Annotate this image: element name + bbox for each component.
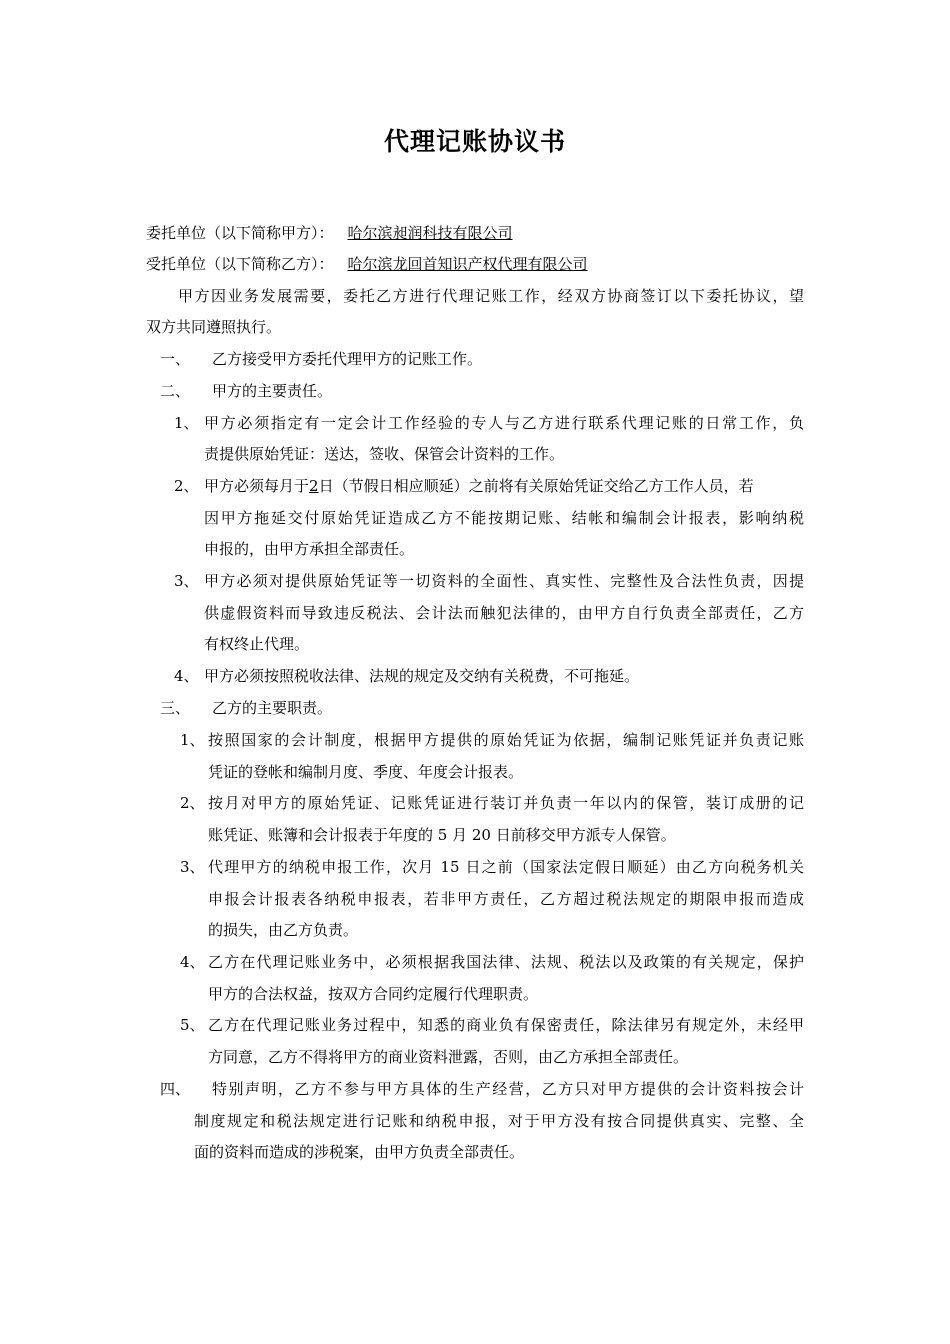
s2-item-2-number: 2、 xyxy=(174,477,199,495)
section-2-number: 二、 xyxy=(160,382,191,400)
intro-line-1: 甲方因业务发展需要，委托乙方进行代理记账工作，经双方协商签订以下委托协议，望 xyxy=(178,287,804,305)
s3-item-3-line-2: 申报会计报表各纳税申报表，若非甲方责任，乙方超过税法规定的期限申报而造成 xyxy=(208,890,804,908)
s2-item-3-number: 3、 xyxy=(174,572,199,590)
s3-item-2-line-1: 按月对甲方的原始凭证、记账凭证进行装订并负责一年以内的保管，装订成册的记 xyxy=(208,794,804,812)
s2-item-3-line-3: 有权终止代理。 xyxy=(204,635,310,653)
section-3-number: 三、 xyxy=(160,699,191,717)
s3-item-2-line-2: 账凭证、账簿和会计报表于年度的 5 月 20 日前移交甲方派专人保管。 xyxy=(208,826,676,844)
s3-item-4-line-1: 乙方在代理记账业务中，必须根据我国法律、法规、税法以及政策的有关规定，保护 xyxy=(208,953,804,971)
section-3-heading: 乙方的主要职责。 xyxy=(212,699,333,717)
s3-item-4-number: 4、 xyxy=(180,953,205,971)
s3-item-5-line-1: 乙方在代理记账业务过程中，知悉的商业负有保密责任，除法律另有规定外，未经甲 xyxy=(208,1016,804,1034)
s3-item-2-number: 2、 xyxy=(180,794,205,812)
party-a-name: 哈尔滨昶润科技有限公司 xyxy=(347,224,513,242)
section-2-heading: 甲方的主要责任。 xyxy=(212,382,333,400)
party-b-name: 哈尔滨龙回首知识产权代理有限公司 xyxy=(347,255,588,273)
s4-line-2: 制度规定和税法规定进行记账和纳税申报，对于甲方没有按合同提供真实、完整、全 xyxy=(194,1112,804,1130)
s2-item-3-line-2: 供虚假资料而导致违反税法、会计法而触犯法律的，由甲方自行负责全部责任，乙方 xyxy=(204,604,804,622)
s3-item-3-line-1: 代理甲方的纳税申报工作，次月 15 日之前（国家法定假日顺延）由乙方向税务机关 xyxy=(208,858,804,876)
s2-item-3-line-1: 甲方必须对提供原始凭证等一切资料的全面性、真实性、完整性及合法性负责，因提 xyxy=(204,572,804,590)
s3-item-4-line-2: 甲方的合法权益，按双方合同约定履行代理职责。 xyxy=(208,985,539,1003)
section-4-number: 四、 xyxy=(160,1080,191,1098)
intro-line-2: 双方共同遵照执行。 xyxy=(146,318,282,336)
section-1-number: 一、 xyxy=(160,350,191,368)
s2-item-2-line-1 xyxy=(204,475,754,497)
s2-item-2-pre: 甲方必须每月于 xyxy=(204,477,310,495)
document-title: 代理记账协议书 xyxy=(383,127,566,156)
s3-item-5-line-2: 方同意，乙方不得将甲方的商业资料泄露，否则，由乙方承担全部责任。 xyxy=(208,1048,689,1066)
s4-line-1: 特别声明，乙方不参与甲方具体的生产经营，乙方只对甲方提供的会计资料按会计 xyxy=(212,1080,804,1098)
s2-item-4-number: 4、 xyxy=(174,667,199,685)
section-1-text: 乙方接受甲方委托代理甲方的记账工作。 xyxy=(212,350,483,368)
s2-item-2-line-2: 因甲方拖延交付原始凭证造成乙方不能按期记账、结帐和编制会计报表，影响纳税 xyxy=(204,509,804,527)
s3-item-1-number: 1、 xyxy=(180,731,205,749)
s3-item-3-line-3: 的损失，由乙方负责。 xyxy=(208,921,359,939)
s3-item-5-number: 5、 xyxy=(180,1016,205,1034)
party-b-line xyxy=(146,253,588,275)
party-a-label: 委托单位（以下简称甲方）： xyxy=(146,224,334,242)
s4-line-3: 面的资料而造成的涉税案，由甲方负责全部责任。 xyxy=(194,1143,525,1161)
s2-item-2-day: 2 xyxy=(309,477,319,495)
s3-item-1-line-2: 凭证的登帐和编制月度、季度、年度会计报表。 xyxy=(208,763,524,781)
s2-item-1-line-2: 责提供原始凭证：送达，签收、保管会计资料的工作。 xyxy=(204,445,565,463)
s2-item-1-number: 1、 xyxy=(174,414,199,432)
party-a-line xyxy=(146,222,513,244)
s2-item-2-post: 日（节假日相应顺延）之前将有关原始凭证交给乙方工作人员，若 xyxy=(318,477,754,495)
s2-item-1-line-1: 甲方必须指定有一定会计工作经验的专人与乙方进行联系代理记账的日常工作，负 xyxy=(204,414,804,432)
s3-item-3-number: 3、 xyxy=(180,858,205,876)
party-b-label: 受托单位（以下简称乙方）： xyxy=(146,255,334,273)
s3-item-1-line-1: 按照国家的会计制度，根据甲方提供的原始凭证为依据，编制记账凭证并负责记账 xyxy=(208,731,804,749)
s2-item-2-line-3: 申报的，由甲方承担全部责任。 xyxy=(204,540,415,558)
s2-item-4-line-1: 甲方必须按照税收法律、法规的规定及交纳有关税费，不可拖延。 xyxy=(204,667,640,685)
